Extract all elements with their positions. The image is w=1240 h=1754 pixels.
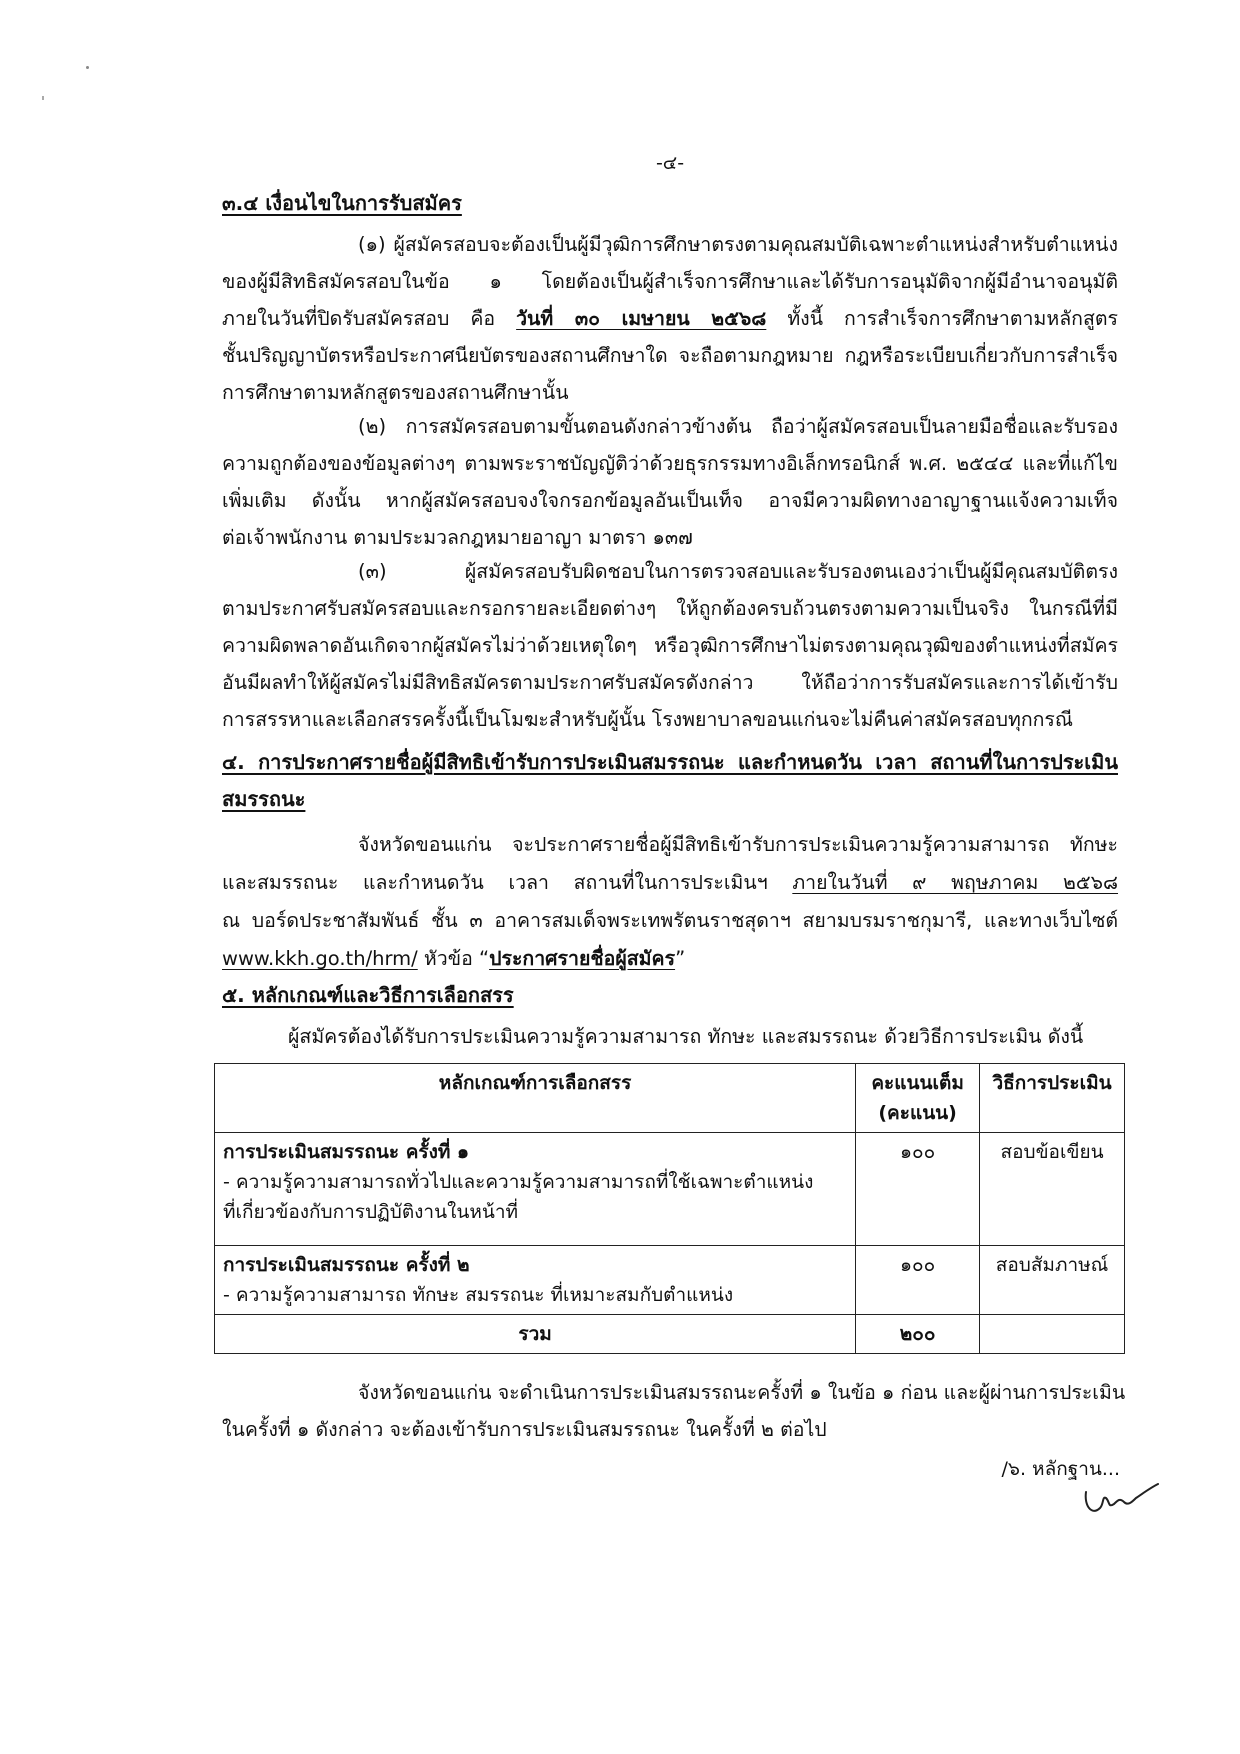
close-date: วันที่ ๓๐ เมษายน ๒๕๖๘ <box>516 307 767 330</box>
item1-line3-c: ทั้งนี้ การสำเร็จการศึกษาตามหลักสูตร <box>766 307 1118 330</box>
table-row <box>215 1246 1125 1315</box>
section-4-line1: จังหวัดขอนแก่น จะประกาศรายชื่อผู้มีสิทธิเข้ารับการประเมินความรู้ความสามารถ ทักษะ <box>358 833 1118 856</box>
page-number: -๔- <box>655 152 685 174</box>
section-4-line4 <box>222 944 685 974</box>
row1-method: สอบข้อเขียน <box>980 1133 1125 1246</box>
section-4-line4-a: หัวข้อ “ <box>417 947 490 970</box>
section-5-after-line2: ในครั้งที่ ๑ ดังกล่าว จะต้องเข้ารับการประเมินสมรรถนะ ในครั้งที่ ๒ ต่อไป <box>222 1418 827 1441</box>
criteria-table <box>214 1063 1125 1354</box>
section-4-line4-c: ” <box>675 947 686 970</box>
section-4-heading-line1: ๔. การประกาศรายชื่อผู้มีสิทธิเข้ารับการประเมินสมรรถนะ และกำหนดวัน เวลา สถานที่ในการประเมิน <box>222 750 1118 774</box>
announce-date: ภายในวันที่ ๙ พฤษภาคม ๒๕๖๘ <box>792 871 1119 894</box>
row2-score: ๑๐๐ <box>856 1246 980 1315</box>
item1-line4: ชั้นปริญญาบัตรหรือประกาศนียบัตรของสถานศึกษาใด จะถือตามกฎหมาย กฎหรือระเบียบเกี่ยวกับการสำเร็จ <box>222 344 1118 367</box>
item3-line4: อันมีผลทำให้ผู้สมัครไม่มีสิทธิสมัครตามประกาศรับสมัครดังกล่าว ให้ถือว่าการรับสมัครและการได้เข้ารับ <box>222 671 1118 694</box>
continuation-note: /๖. หลักฐาน... <box>1001 1458 1120 1480</box>
row1-score: ๑๐๐ <box>856 1133 980 1246</box>
table-row <box>215 1133 1125 1246</box>
row2-title: การประเมินสมรรถนะ ครั้งที่ ๒ <box>223 1254 470 1276</box>
section-3-4-heading: ๓.๔ เงื่อนไขในการรับสมัคร <box>222 191 462 215</box>
total-score: ๒๐๐ <box>856 1315 980 1354</box>
item3-line3: ความผิดพลาดอันเกิดจากผู้สมัครไม่ว่าด้วยเหตุใดๆ หรือวุฒิการศึกษาไม่ตรงตามคุณวุฒิของตำแหน่งที่สมัคร <box>222 634 1118 657</box>
item2-line1: (๒) การสมัครสอบตามขั้นตอนดังกล่าวข้างต้น ถือว่าผู้สมัครสอบเป็นลายมือชื่อและรับรอง <box>358 415 1118 438</box>
row1-title: การประเมินสมรรถนะ ครั้งที่ ๑ <box>223 1141 470 1163</box>
header-score <box>856 1064 980 1133</box>
item1-line5: การศึกษาตามหลักสูตรของสถานศึกษานั้น <box>222 381 569 404</box>
section-4-line3: ณ บอร์ดประชาสัมพันธ์ ชั้น ๓ อาคารสมเด็จพระเทพรัตนราชสุดาฯ สยามบรมราชกุมารี, และทางเว็บไซต์ <box>222 909 1118 932</box>
row1-criteria <box>215 1133 856 1246</box>
row2-desc-line1: - ความรู้ความสามารถ ทักษะ สมรรถนะ ที่เหมาะสมกับตำแหน่ง <box>223 1284 734 1306</box>
section-5-intro: ผู้สมัครต้องได้รับการประเมินความรู้ความสามารถ ทักษะ และสมรรถนะ ด้วยวิธีการประเมิน ดังนี้ <box>288 1025 1084 1048</box>
section-4-line2-a: และสมรรถนะ และกำหนดวัน เวลา สถานที่ในการประเมินฯ <box>222 871 793 894</box>
initials-signature <box>1082 1478 1162 1520</box>
row1-desc-line2: ที่เกี่ยวข้องกับการปฏิบัติงานในหน้าที่ <box>223 1201 519 1223</box>
table-total-row <box>215 1315 1125 1354</box>
announcement-topic: ประกาศรายชื่อผู้สมัคร <box>489 947 676 970</box>
row1-desc-line1: - ความรู้ความสามารถทั่วไปและความรู้ความสามารถที่ใช้เฉพาะตำแหน่ง <box>223 1171 814 1193</box>
item2-line3: เพิ่มเติม ดังนั้น หากผู้สมัครสอบจงใจกรอกข้อมูลอันเป็นเท็จ อาจมีความผิดทางอาญาฐานแจ้งความเท็จ <box>222 489 1118 512</box>
header-score-line2: (คะแนน) <box>878 1102 957 1124</box>
scan-speck <box>42 96 44 100</box>
item2-line4: ต่อเจ้าพนักงาน ตามประมวลกฎหมายอาญา มาตรา ๑๓๗ <box>222 526 693 549</box>
section-4-line2 <box>222 868 1118 898</box>
section-4-heading-line2: สมรรถนะ <box>222 787 306 811</box>
item3-line1: (๓) ผู้สมัครสอบรับผิดชอบในการตรวจสอบและรับรองตนเองว่าเป็นผู้มีคุณสมบัติตรง <box>358 560 1118 583</box>
row2-criteria <box>215 1246 856 1315</box>
header-score-line1: คะแนนเต็ม <box>871 1072 964 1094</box>
total-label: รวม <box>215 1315 856 1354</box>
header-method: วิธีการประเมิน <box>980 1064 1125 1133</box>
item1-line3-a: ภายในวันที่ปิดรับสมัครสอบ คือ <box>222 307 517 330</box>
section-5-heading: ๕. หลักเกณฑ์และวิธีการเลือกสรร <box>222 983 514 1007</box>
table-header-row <box>215 1064 1125 1133</box>
item1-line1: (๑) ผู้สมัครสอบจะต้องเป็นผู้มีวุฒิการศึกษาตรงตามคุณสมบัติเฉพาะตำแหน่งสำหรับตำแหน่ง <box>358 233 1118 256</box>
section-5-after-line1: จังหวัดขอนแก่น จะดำเนินการประเมินสมรรถนะครั้งที่ ๑ ในข้อ ๑ ก่อน และผู้ผ่านการประเมิน <box>358 1381 1126 1404</box>
header-criteria: หลักเกณฑ์การเลือกสรร <box>215 1064 856 1133</box>
scan-speck <box>86 66 89 69</box>
item1-line2: ของผู้มีสิทธิสมัครสอบในข้อ ๑ โดยต้องเป็นผู้สำเร็จการศึกษาและได้รับการอนุมัติจากผู้มีอำนาจอนุมัติ <box>222 270 1118 293</box>
hrm-website-link[interactable]: www.kkh.go.th/hrm/ <box>222 947 418 970</box>
item3-line2: ตามประกาศรับสมัครสอบและกรอกรายละเอียดต่างๆ ให้ถูกต้องครบถ้วนตรงตามความเป็นจริง ในกรณีที่มี <box>222 597 1118 620</box>
item2-line2: ความถูกต้องของข้อมูลต่างๆ ตามพระราชบัญญัติว่าด้วยธุรกรรมทางอิเล็กทรอนิกส์ พ.ศ. ๒๕๔๔ และที่แก้ไข <box>222 452 1118 475</box>
row2-method: สอบสัมภาษณ์ <box>980 1246 1125 1315</box>
item1-line3 <box>222 304 1118 334</box>
item3-line5: การสรรหาและเลือกสรรครั้งนี้เป็นโมฆะสำหรับผู้นั้น โรงพยาบาลขอนแก่นจะไม่คืนค่าสมัครสอบทุกกรณี <box>222 708 1073 731</box>
total-method-empty <box>980 1315 1125 1354</box>
